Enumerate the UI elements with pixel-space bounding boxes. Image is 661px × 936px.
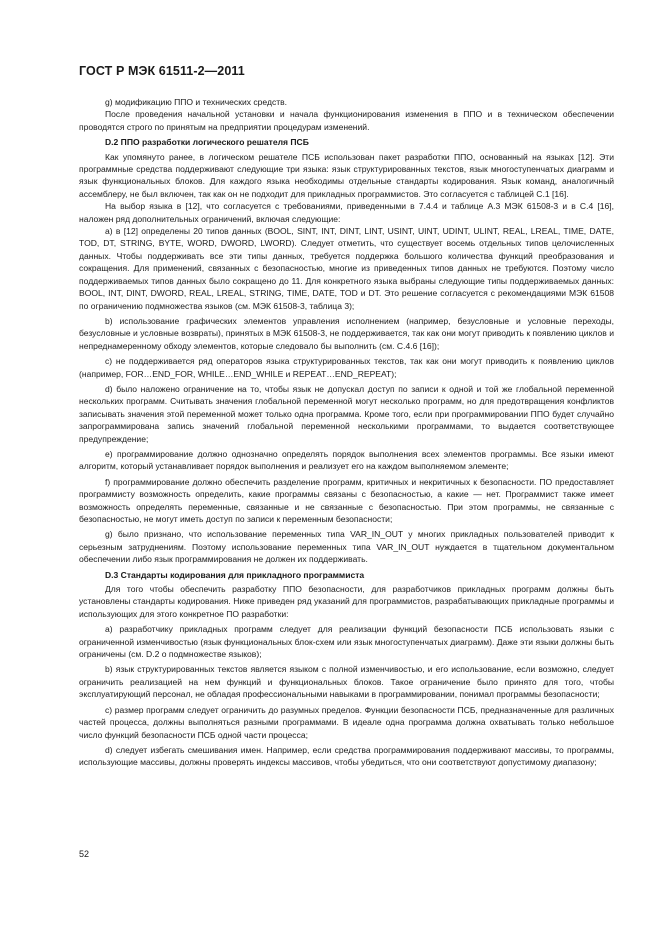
document-header: ГОСТ Р МЭК 61511-2—2011 — [79, 64, 245, 78]
list-item: c) размер программ следует ограничить до разумных пределов. Функции безопасности ПСБ, предназначенные для различных частей процесса, должны выполняться разными программами. В идеале одна программа должна охватывать только небольшое число функций безопасности ПСБ одной части процесса; — [79, 704, 614, 740]
paragraph: g) модификацию ППО и технических средств. — [105, 97, 288, 107]
list-item: f) программирование должно обеспечить разделение программ, критичных и некритичных к безопасности. ПО предоставляет программисту возможность определить, какие программы связаны с безопасностью, а какие — нет. Программист также имеет возможность определять переменные, связанные и не связанные с безопасностью. При этом программы, не связанные с безопасностью, не могут иметь доступ по записи к переменным безопасности; — [79, 476, 614, 524]
paragraph: После проведения начальной установки и начала функционирования изменения в ППО и в техническом обеспечении проводятся строго по принятым на предприятии процедурам изменений. — [79, 109, 614, 132]
page-body — [79, 96, 614, 769]
list-item: a) разработчику прикладных программ следует для реализации функций безопасности ПСБ использовать языки с ограниченной изменчивостью (язык функциональных блок-схем или язык многоступенчатых диаграмм). Даже эти языки должны быть ограничены (см. D.2 о подмножестве языков); — [79, 624, 614, 660]
paragraph: Для того чтобы обеспечить разработку ППО безопасности, для разработчиков прикладных программ должны быть установлены стандарты кодирования. Ниже приведен ряд указаний для программистов, разрабатывающих прикладные программы и использующих для этого конкретное ПО разработки: — [79, 584, 614, 619]
list-item: a) в [12] определены 20 типов данных (BOOL, SINT, INT, DINT, LINT, USINT, UINT, UDINT, ULINT, REAL, LREAL, TIME, DATE, TOD, DT, STRING, BYTE, WORD, DWORD, LWORD). Следует отметить, что существует восемь отдельных типов целочисленных данных. Чтобы поддерживать все эти типы данных, требуется поддержка большого количества функций преобразования и сокращения. Для применений, связанных с безопасностью, многие из приведенных типов данных не требуются. Поэтому число поддерживаемых типов данных было сокращено до 11. Для конкретного языка выбраны следующие типы поддерживаемых данных: BOOL, INT, DINT, DWORD, REAL, LREAL, STRING, TIME, DATE, TOD и DT. Это решение согласуется с рекомендациями МЭК 61508 по ограничению подмножества языков (см. МЭК 61508-3, таблица 3); — [79, 226, 614, 311]
list-item: c) не поддерживается ряд операторов языка структурированных текстов, так как они могут приводить к появлению циклов (например, FOR…END_FOR, WHILE…END_WHILE и REPEAT…END_REPEAT); — [79, 356, 614, 379]
list-item: g) было признано, что использование переменных типа VAR_IN_OUT у многих прикладных пользователей приводит к серьезным затруднениям. Поэтому использование переменных типа VAR_IN_OUT нуждается в тщательном документальном обеспечении либо язык программирования не должен их поддерживать. — [79, 529, 614, 565]
list-item: d) следует избегать смешивания имен. Например, если средства программирования поддерживают массивы, то программы, использующие массивы, должны проверять индексы массивов, чтобы убедиться, что они соответствуют допустимому диапазону; — [79, 744, 614, 768]
list-item: e) программирование должно однозначно определять порядок выполнения всех элементов программы. Все языки имеют алгоритм, который устанавливает порядок выполнения и реализует его на каждом выполняемом элементе; — [79, 448, 614, 472]
list-item: d) было наложено ограничение на то, чтобы язык не допускал доступ по записи к одной и той же глобальной переменной нескольких программ. Считывать значения глобальной переменной могут несколько программ, но для предотвращения конфликтов записывать значения этой переменной может только одна программа. Кроме того, если при программировании ППО будет случайно запрограммирована запись значений глобальной переменной несколькими программами, то выдается соответствующее предупреждение; — [79, 383, 614, 444]
page-number: 52 — [79, 849, 90, 859]
list-item: b) использование графических элементов управления исполнением (например, безусловные и условные переходы, безусловные и условные возвраты), принятых в МЭК 61508-3, не поддерживается, так как они могут приводить к появлению циклов и непреднамеренному обходу элементов, которые следовало бы выполнить (см. С.4.6 [16]); — [79, 315, 614, 351]
paragraph: Как упомянуто ранее, в логическом решателе ПСБ использован пакет разработки ППО, основанный на языках [12]. Эти программные средства поддерживают следующие три языка: язык структурированных текстов, язык многоступенчатых диаграмм и язык функциональных блоков. Для каждого языка необходимы отдельные стандарты кодирования. Язык команд, аналогичный ассемблеру, не был включен, так как он не подходит для прикладных программистов. Это согласуется с таблицей С.1 [16]. — [79, 151, 614, 199]
section-heading-d2: D.2 ППО разработки логического решателя ПСБ — [105, 137, 309, 148]
paragraph: На выбор языка в [12], что согласуется с требованиями, приведенными в 7.4.4 и таблице А.3 МЭК 61508-3 и в С.4 [16], наложен ряд дополнительных ограничений, включая следующие: — [79, 201, 614, 224]
list-item: b) язык структурированных текстов является языком с полной изменчивостью, и его использование, если возможно, следует ограничить реализацией на нем функций и функциональных блоков. Такое ограничение было принято для того, чтобы эксплуатирующий персонал, не обладая профессиональными навыками в программировании, понимал программы безопасности; — [79, 664, 614, 700]
section-heading-d3: D.3 Стандарты кодирования для прикладного программиста — [105, 569, 365, 580]
